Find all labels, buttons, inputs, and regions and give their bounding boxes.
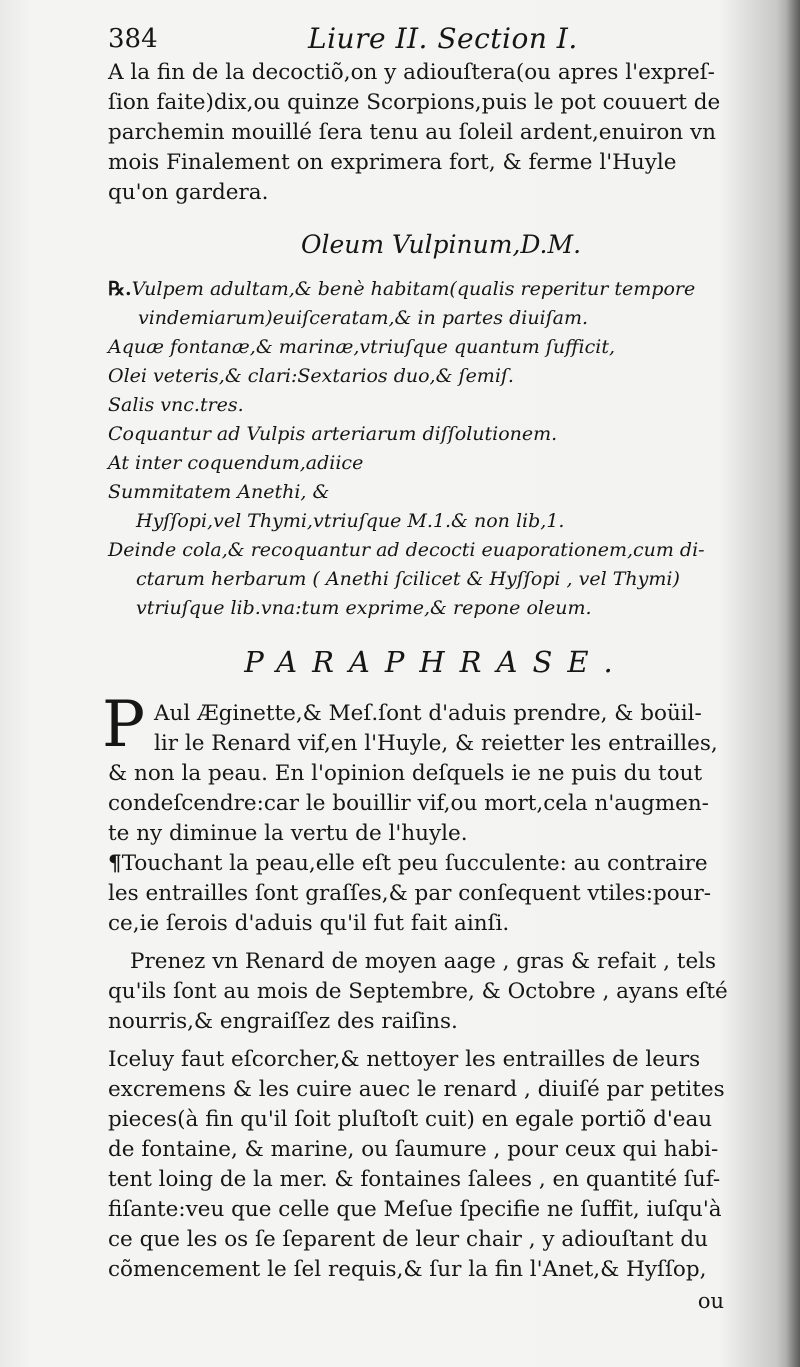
text-line: qu'on gardera. (108, 180, 269, 205)
running-title: Liure II. Section I. (308, 22, 578, 55)
recipe-line: ctarum herbarum ( Anethi ſcilicet & Hyſſopi , vel Thymi) (136, 568, 680, 590)
section-heading: PARAPHRASE. (244, 645, 628, 679)
recipe-block (108, 275, 724, 623)
intro-paragraph (108, 58, 724, 208)
text-line: ce,ie ſerois d'aduis qu'il fut fait ainſi. (108, 911, 510, 936)
text-line: ce que les os ſe ſeparent de leur chair , y adiouſtant du (108, 1227, 708, 1252)
pilcrow-mark: ¶ (108, 851, 122, 876)
recipe-line: vindemiarum)euiſceratam,& in partes diuiſam. (138, 307, 589, 329)
text-line: & non la peau. En l'opinion deſquels ie ne puis du tout (108, 761, 703, 786)
text-line: lir le Renard vif,en l'Huyle, & reietter les entrailles, (154, 731, 718, 756)
recipe-title: Oleum Vulpinum,D.M. (300, 230, 582, 259)
text-line: condeſcendre:car le bouillir vif,ou mort,cela n'augmen- (108, 791, 709, 816)
text-line: qu'ils ſont au mois de Septembre, & Octobre , ayans eſté (108, 979, 728, 1004)
recipe-symbol: ℞. (108, 278, 132, 300)
page-content (102, 18, 728, 1315)
paraphrase-paragraph-3 (108, 947, 728, 1037)
text-line: te ny diminue la vertu de l'huyle. (108, 821, 468, 846)
catchword: ou (697, 1289, 724, 1313)
recipe-line: Olei veteris,& clari:Sextarios duo,& ſemiſ. (108, 365, 514, 387)
drop-cap: P (102, 688, 146, 762)
text-line: Aul Æginette,& Meſ.ſont d'aduis prendre, & boüil- (154, 701, 702, 726)
page-edge-shadow (786, 0, 800, 1367)
paraphrase-paragraph-2 (108, 849, 724, 939)
recipe-line: Deinde cola,& recoquantur ad decocti euaporationem,cum di- (108, 539, 705, 561)
text-line: les entrailles ſont graſſes,& par conſequent vtiles:pour- (108, 881, 712, 906)
paraphrase-paragraph-1 (102, 688, 724, 849)
text-line: pieces(à fin qu'il ſoit pluſtoſt cuit) en egale portiõ d'eau (108, 1107, 713, 1132)
recipe-line: Summitatem Anethi, & (108, 481, 330, 503)
recipe-text: Vulpem adultam,& benè habitam(qualis reperitur tempore (131, 278, 696, 300)
page-number: 384 (108, 24, 158, 54)
text-line: parchemin mouillé ſera tenu au ſoleil ardent,enuiron vn (108, 120, 716, 145)
text-line: tent loing de la mer. & fontaines ſalees , en quantité ſuf- (108, 1167, 721, 1192)
text-line: Prenez vn Renard de moyen aage , gras & refait , tels (130, 949, 717, 974)
text-line: A la fin de la decoctiõ,on y adiouſtera(ou apres l'expreſ- (108, 60, 715, 85)
recipe-line: Salis vnc.tres. (108, 394, 244, 416)
recipe-line: Coquantur ad Vulpis arteriarum diſſolutionem. (108, 423, 558, 445)
text-line: ¶Touchant la peau,elle eſt peu ſucculente: au contraire (108, 851, 708, 876)
paraphrase-paragraph-4 (108, 1045, 724, 1285)
recipe-line: At inter coquendum,adiice (108, 452, 364, 474)
text-line: mois Finalement on exprimera fort, & ferme l'Huyle (108, 150, 677, 175)
text-line: cõmencement le ſel requis,& ſur la fin l'Anet,& Hyſſop, (108, 1257, 707, 1282)
recipe-line: vtriuſque lib.vna:tum exprime,& repone oleum. (136, 597, 592, 619)
text-line: de fontaine, & marine, ou ſaumure , pour ceux qui habi- (108, 1137, 719, 1162)
page-header (108, 18, 724, 58)
text-line: fiſante:veu que celle que Meſue ſpecifie ne ſuffit, iuſqu'à (108, 1197, 722, 1222)
recipe-line: Aquæ fontanæ,& marinæ,vtriuſque quantum ſufficit, (108, 336, 615, 358)
text-line: ſion faite)dix,ou quinze Scorpions,puis le pot couuert de (108, 90, 721, 115)
recipe-line (108, 275, 724, 304)
text-line: Iceluy faut eſcorcher,& nettoyer les entrailles de leurs (108, 1047, 701, 1072)
text-line: excremens & les cuire auec le renard , diuiſé par petites (108, 1077, 725, 1102)
recipe-line: Hyſſopi,vel Thymi,vtriuſque M.1.& non lib,1. (136, 510, 565, 532)
text-line: nourris,& engraiſſez des raiſins. (108, 1009, 458, 1034)
